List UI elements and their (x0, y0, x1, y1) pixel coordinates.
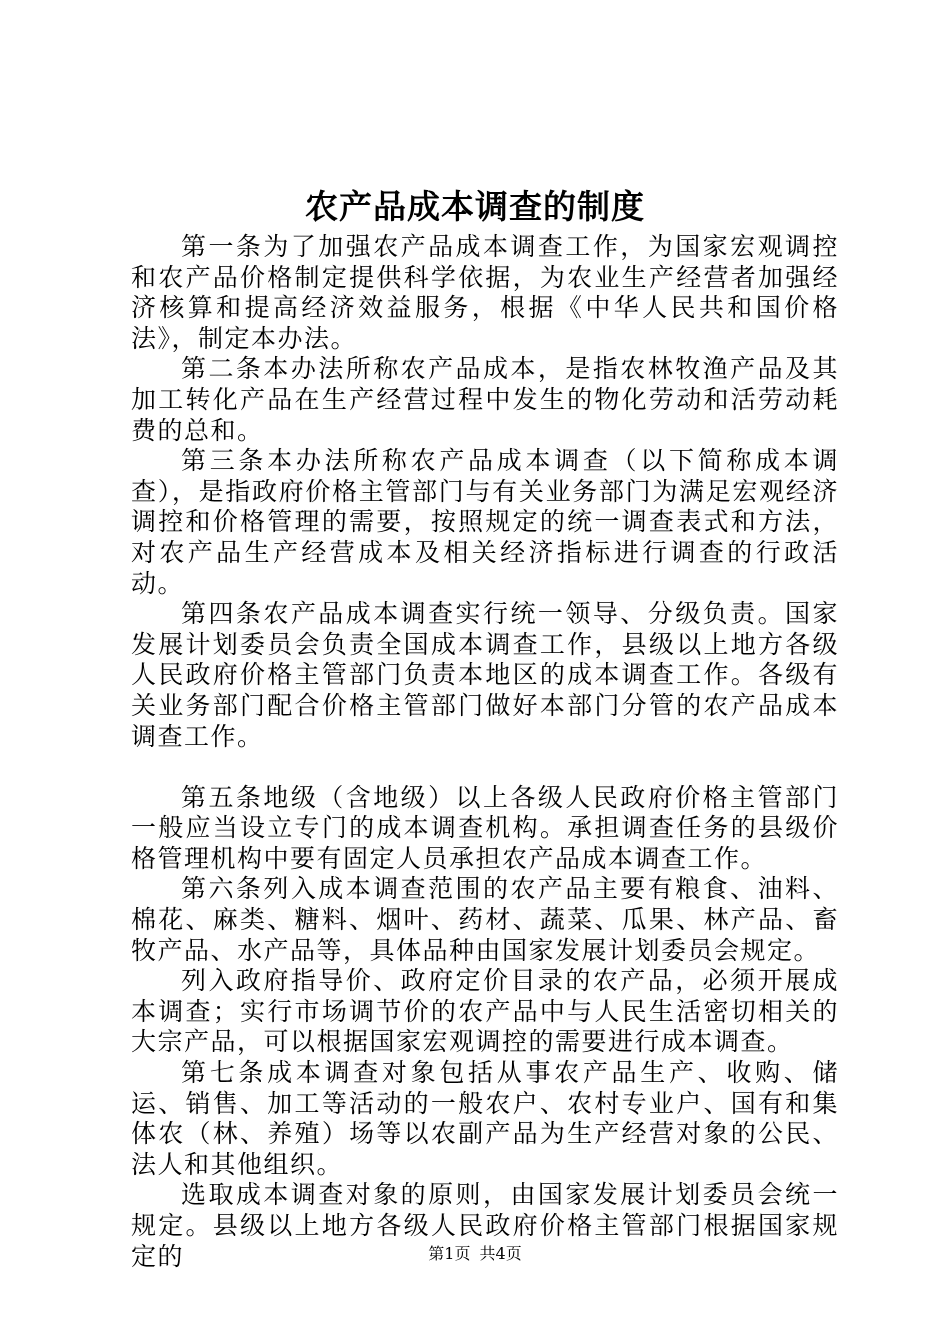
paragraph-article-6: 第六条列入成本调查范围的农产品主要有粮食、油料、棉花、麻类、糖料、烟叶、药材、蔬菜、瓜果、林产品、畜牧产品、水产品等，具体品种由国家发展计划委员会规定。 (131, 874, 839, 965)
paragraph-article-6-continued: 列入政府指导价、政府定价目录的农产品，必须开展成本调查；实行市场调节价的农产品中与人民生活密切相关的大宗产品，可以根据国家宏观调控的需要进行成本调查。 (131, 966, 839, 1057)
paragraph-article-7-continued: 选取成本调查对象的原则，由国家发展计划委员会统一规定。县级以上地方各级人民政府价格主管部门根据国家规定的 (131, 1180, 839, 1271)
paragraph-article-5: 第五条地级（含地级）以上各级人民政府价格主管部门一般应当设立专门的成本调查机构。承担调查任务的县级价格管理机构中要有固定人员承担农产品成本调查工作。 (131, 782, 839, 873)
paragraph-article-4: 第四条农产品成本调查实行统一领导、分级负责。国家发展计划委员会负责全国成本调查工作，县级以上地方各级人民政府价格主管部门负责本地区的成本调查工作。各级有关业务部门配合价格主管部门做好本部门分管的农产品成本调查工作。 (131, 599, 839, 751)
document-title: 农产品成本调查的制度 (305, 187, 645, 226)
paragraph-spacer (131, 752, 839, 783)
document-body (131, 232, 839, 1272)
paragraph-article-3: 第三条本办法所称农产品成本调查（以下简称成本调查），是指政府价格主管部门与有关业务部门为满足宏观经济调控和价格管理的需要，按照规定的统一调查表式和方法，对农产品生产经营成本及相关经济指标进行调查的行政活动。 (131, 446, 839, 598)
paragraph-article-1: 第一条为了加强农产品成本调查工作，为国家宏观调控和农产品价格制定提供科学依据，为农业生产经营者加强经济核算和提高经济效益服务，根据《中华人民共和国价格法》，制定本办法。 (131, 232, 839, 353)
paragraph-article-7: 第七条成本调查对象包括从事农产品生产、收购、储运、销售、加工等活动的一般农户、农村专业户、国有和集体农（林、养殖）场等以农副产品为生产经营对象的公民、法人和其他组织。 (131, 1058, 839, 1179)
page-number-footer: 第1页 共4页 (428, 1244, 522, 1263)
paragraph-article-2: 第二条本办法所称农产品成本，是指农林牧渔产品及其加工转化产品在生产经营过程中发生的物化劳动和活劳动耗费的总和。 (131, 354, 839, 445)
